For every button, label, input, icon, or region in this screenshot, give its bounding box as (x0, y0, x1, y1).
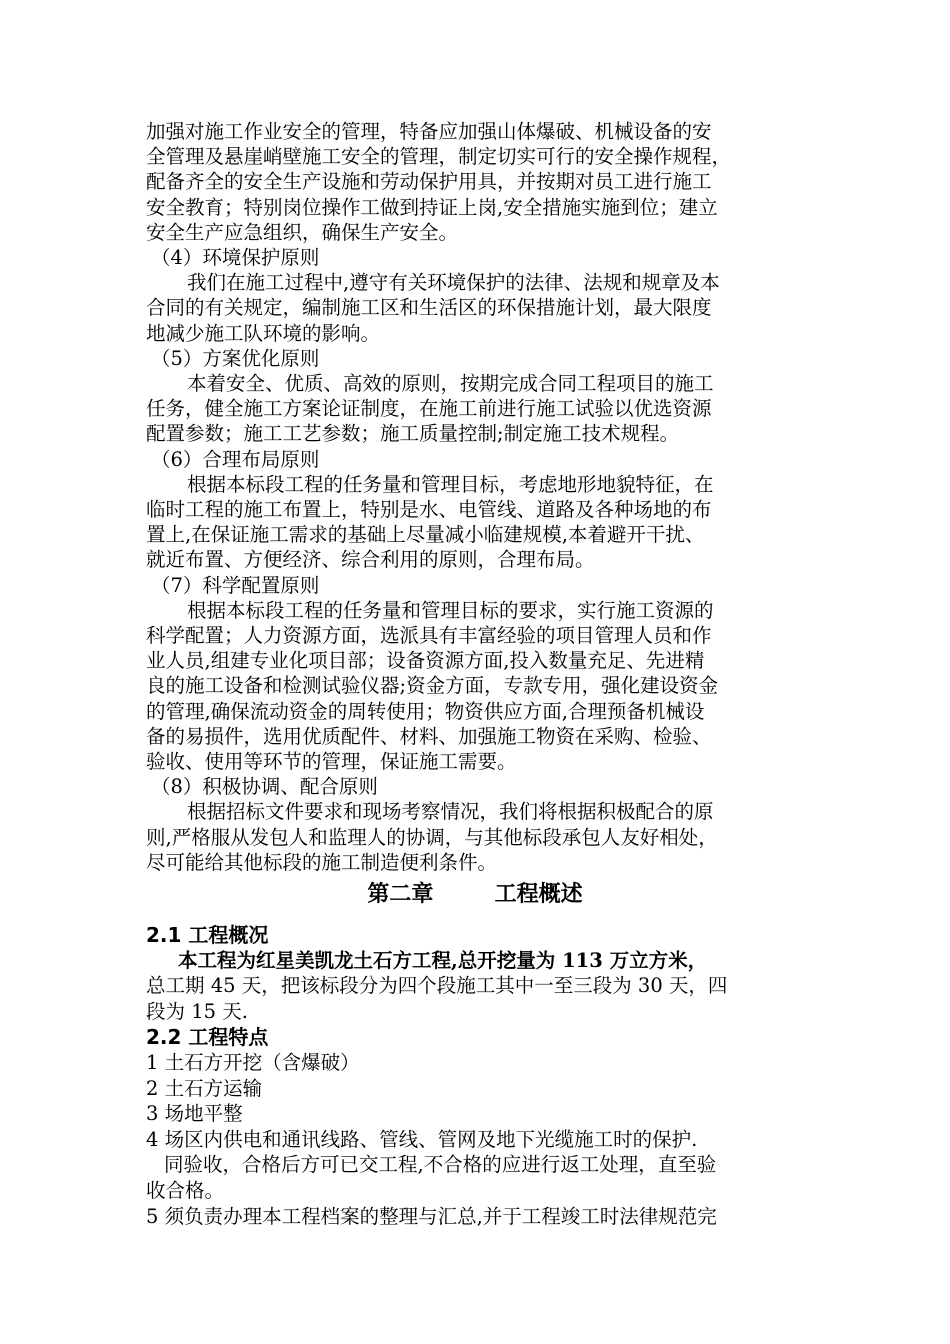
paragraph-line: 配备齐全的安全生产设施和劳动保护用具，并按期对员工进行施工 (146, 170, 712, 194)
section-2-2-heading: 2.2 工程特点 (146, 1025, 269, 1050)
paragraph-line: 尽可能给其他标段的施工制造便利条件。 (146, 850, 498, 874)
list-item: 同验收，合格后方可已交工程,不合格的应进行返工处理，直至验 (164, 1153, 717, 1177)
paragraph-line: 加强对施工作业安全的管理，特备应加强山体爆破、机械设备的安 (146, 120, 712, 143)
paragraph-line: 根据本标段工程的任务量和管理目标的要求，实行施工资源的 (187, 598, 714, 622)
paragraph-line: 地减少施工队环境的影响。 (146, 321, 381, 345)
paragraph-line: 配置参数；施工工艺参数；施工质量控制;制定施工技术规程。 (146, 422, 680, 446)
paragraph-line: 业人员,组建专业化项目部；设备资源方面,投入数量充足、先进精 (146, 649, 705, 673)
heading-layout: （6）合理布局原则 (151, 447, 320, 471)
paragraph-line: 良的施工设备和检测试验仪器;资金方面，专款专用，强化建设资金 (146, 674, 719, 698)
list-item: 4 场区内供电和通讯线路、管线、管网及地下光缆施工时的保护. (146, 1127, 698, 1151)
paragraph-line: 总工期 45 天，把该标段分为四个段施工其中一至三段为 30 天，四 (146, 974, 728, 998)
paragraph-line: 根据本标段工程的任务量和管理目标，考虑地形地貌特征，在 (187, 472, 714, 496)
chapter-title: 第二章 工程概述 (367, 882, 583, 907)
paragraph-line: 本工程为红星美凯龙土石方工程,总开挖量为 113 万立方米， (178, 948, 708, 972)
paragraph-line: 则,严格服从发包人和监理人的协调，与其他标段承包人友好相处， (146, 825, 718, 849)
section-2-1-heading: 2.1 工程概况 (146, 923, 269, 947)
list-item: 5 须负责办理本工程档案的整理与汇总,并于工程竣工时法律规范完 (146, 1204, 717, 1228)
paragraph-line: 安全教育；特别岗位操作工做到持证上岗,安全措施实施到位；建立 (146, 195, 718, 219)
paragraph-line: 安全生产应急组织，确保生产安全。 (146, 220, 459, 244)
paragraph-line: 根据招标文件要求和现场考察情况，我们将根据积极配合的原 (187, 800, 714, 824)
paragraph-line: 验收、使用等环节的管理，保证施工需要。 (146, 750, 517, 773)
list-item: 2 土石方运输 (146, 1076, 263, 1100)
heading-resource: （7）科学配置原则 (151, 573, 320, 597)
paragraph-line: 的管理,确保流动资金的周转使用；物资供应方面,合理预备机械设 (146, 699, 705, 723)
heading-coordination: （8）积极协调、配合原则 (151, 775, 378, 799)
list-item: 1 土石方开挖（含爆破） (146, 1051, 360, 1074)
paragraph-line: 置上,在保证施工需求的基础上尽量减小临建规模,本着避开干扰、 (146, 523, 705, 547)
paragraph-line: 段为 15 天. (146, 999, 248, 1023)
paragraph-line: 备的易损件，选用优质配件、材料、加强施工物资在采购、检验、 (146, 724, 712, 748)
heading-environment: （4）环境保护原则 (151, 246, 320, 269)
paragraph-line: 任务，健全施工方案论证制度，在施工前进行施工试验以优选资源 (146, 397, 712, 421)
list-item: 收合格。 (146, 1179, 225, 1202)
paragraph-line: 本着安全、优质、高效的原则，按期完成合同工程项目的施工 (187, 372, 714, 395)
paragraph-line: 我们在施工过程中,遵守有关环境保护的法律、法规和规章及本 (187, 271, 720, 295)
heading-optimization: （5）方案优化原则 (151, 346, 320, 370)
paragraph-line: 合同的有关规定，编制施工区和生活区的环保措施计划，最大限度 (146, 296, 712, 320)
paragraph-line: 临时工程的施工布置上，特别是水、电管线、道路及各种场地的布 (146, 498, 712, 521)
paragraph-line: 科学配置；人力资源方面，选派具有丰富经验的项目管理人员和作 (146, 624, 712, 647)
list-item: 3 场地平整 (146, 1102, 243, 1126)
paragraph-line: 就近布置、方便经济、综合利用的原则，合理布局。 (146, 548, 595, 572)
paragraph-line: 全管理及悬崖峭壁施工安全的管理，制定切实可行的安全操作规程， (146, 145, 732, 169)
